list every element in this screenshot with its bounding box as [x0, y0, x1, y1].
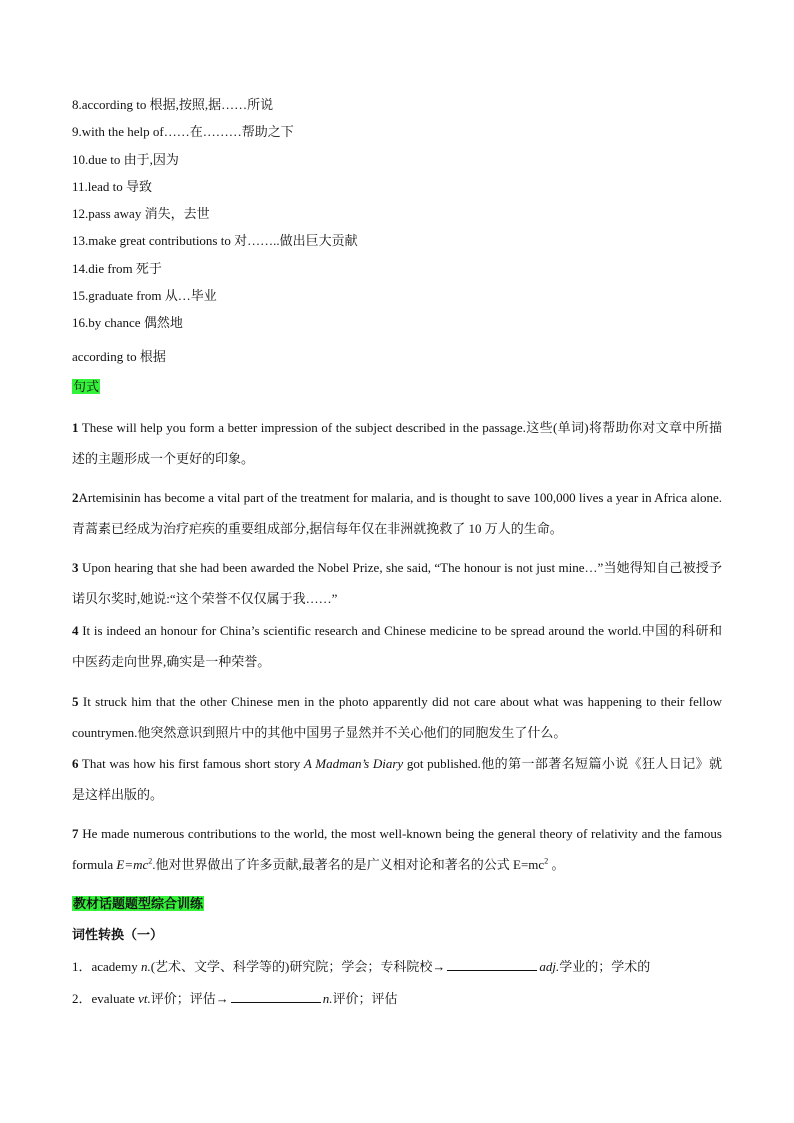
phrase-item: 11.lead to 导致 [72, 179, 153, 194]
exercise-definition: 学业的；学术的 [559, 959, 651, 974]
exercise-definition: 评价；评估→ [150, 991, 229, 1006]
part-of-speech: n. [140, 959, 151, 974]
sentence-heading [72, 378, 100, 396]
sentence-4 [72, 615, 722, 677]
sentence-text: It struck him that the other Chinese men in the photo apparently did not care about what was happening to their fellow countrymen.他突然意识到照片中的其他中国男子显然并不关心他们的同胞发生了什么。 [72, 694, 722, 740]
sentence-3 [72, 552, 722, 614]
phrase-item: 9.with the help of……在………帮助之下 [72, 124, 294, 139]
phrase-item: 14.die from 死于 [72, 261, 162, 276]
sentence-text: It is indeed an honour for China’s scientific research and Chinese medicine to be spread around the world.中国的科研和中医药走向世界,确实是一种荣誉。 [72, 623, 722, 669]
training-heading [72, 895, 204, 913]
sentence-heading-label: 句式 [73, 379, 100, 394]
book-title: A Madman’s Diary [303, 756, 404, 771]
sentence-5 [72, 686, 722, 748]
sentence-text-post: .他对世界做出了许多贡献,最著名的是广义相对论和著名的公式 E=mc [152, 857, 545, 872]
sentence-7 [72, 818, 722, 880]
formula: E=mc [116, 857, 149, 872]
exercise-1 [72, 958, 650, 976]
sentence-2 [72, 482, 722, 544]
exercise-word: 2．evaluate [72, 991, 139, 1006]
phrase-item: 16.by chance 偶然地 [72, 315, 183, 330]
exercise-definition: 评价；评估 [332, 991, 398, 1006]
sentence-text-post: got published.他的第一部著名短篇小说《狂人日记》就是这样出版的。 [72, 756, 723, 802]
sentence-6 [72, 748, 722, 810]
sentence-text-pre: That was how his first famous short story [78, 756, 304, 771]
sentence-text: Artemisinin has become a vital part of the treatment for malaria, and is thought to save 100,000 lives a year in Africa alone.青蒿素已经成为治疗疟疾的重要组成部分,据信每年仅在非洲就挽救了 10 万人的生命。 [72, 490, 722, 536]
sentence-text-tail: 。 [548, 857, 565, 872]
phrase-item: 10.due to 由于,因为 [72, 152, 179, 167]
sentence-text-pre: He made numerous contributions to the world, the most well-known being the general theory of relativity and the famous formula [72, 826, 722, 872]
sentence-number: 4 [72, 623, 79, 638]
extra-phrase: according to 根据 [72, 349, 166, 364]
phrase-item: 12.pass away 消失，去世 [72, 206, 210, 221]
sentence-number: 5 [72, 694, 79, 709]
part-of-speech: adj. [539, 959, 560, 974]
sentence-number: 7 [72, 826, 79, 841]
exercise-definition: (艺术、文学、科学等的)研究院；学会；专科院校→ [150, 959, 446, 974]
phrase-item: 13.make great contributions to 对……..做出巨大贡献 [72, 233, 358, 248]
training-heading-label: 教材话题题型综合训练 [73, 896, 204, 911]
exercise-2 [72, 990, 397, 1008]
part-of-speech: n. [322, 991, 333, 1006]
answer-blank[interactable] [447, 958, 537, 971]
sentence-text: Upon hearing that she had been awarded the Nobel Prize, she said, “The honour is not just mine…”当她得知自己被授予诺贝尔奖时,她说:“这个荣誉不仅仅属于我……” [72, 560, 722, 606]
phrase-item: 15.graduate from 从…毕业 [72, 288, 217, 303]
exercise-word: 1．academy [72, 959, 141, 974]
formula-exponent-2: 2 [544, 856, 549, 866]
phrase-item: 8.according to 根据,按照,据……所说 [72, 97, 274, 112]
sentence-text: These will help you form a better impression of the subject described in the passage.这些(单词)将帮助你对文章中所描述的主题形成一个更好的印象。 [72, 420, 722, 466]
part-of-speech: vt. [138, 991, 151, 1006]
answer-blank[interactable] [231, 990, 321, 1003]
sentence-number: 3 [72, 560, 79, 575]
sentence-number: 1 [72, 420, 79, 435]
sentence-number: 6 [72, 756, 79, 771]
formula-exponent: 2 [148, 856, 153, 866]
sentence-1 [72, 412, 722, 474]
subheading: 词性转换（一） [72, 927, 164, 942]
sentence-number: 2 [72, 490, 79, 505]
